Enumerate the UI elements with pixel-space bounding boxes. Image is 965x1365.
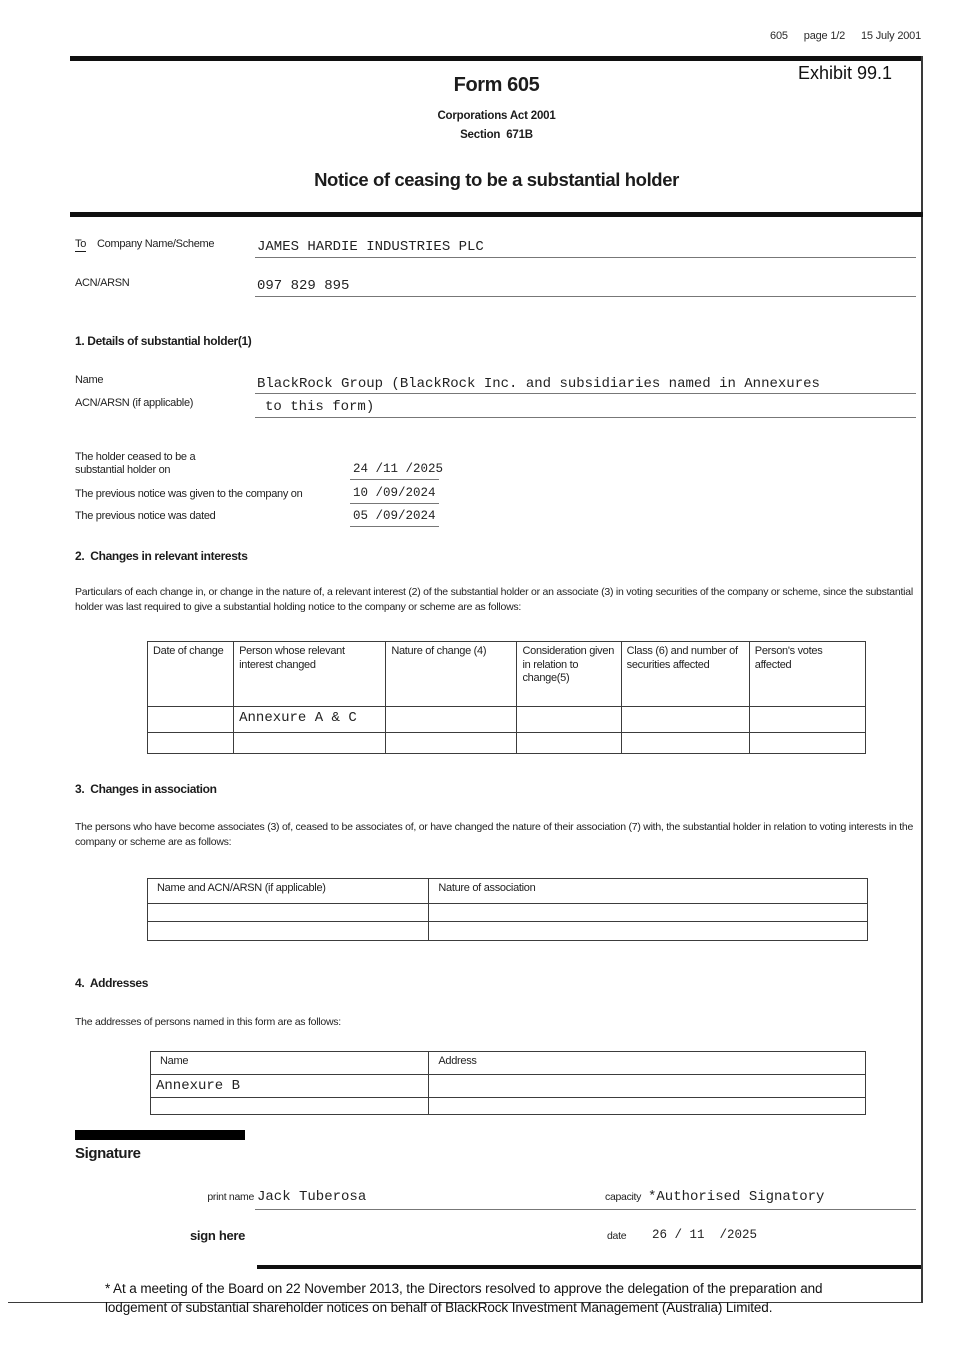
mid-rule bbox=[70, 212, 923, 217]
company-name-value: JAMES HARDIE INDUSTRIES PLC bbox=[257, 239, 484, 255]
signature-row-underline bbox=[255, 1209, 916, 1210]
section-reference: Section 671B bbox=[460, 129, 533, 141]
capacity-label: capacity bbox=[605, 1191, 642, 1203]
footnote-line2: lodgement of substantial shareholder notices on behalf of BlackRock Investment Management (Australia) Limited. bbox=[105, 1300, 773, 1315]
section4-heading: 4. Addresses bbox=[75, 976, 149, 990]
section4-paragraph: The addresses of persons named in this form are as follows: bbox=[75, 1016, 341, 1028]
table-row bbox=[151, 1098, 866, 1115]
holder-acn-label: ACN/ARSN (if applicable) bbox=[75, 397, 194, 409]
company-name-label bbox=[75, 238, 214, 252]
changes-in-association-table bbox=[147, 878, 868, 941]
col-nature-of-change: Nature of change (4) bbox=[386, 642, 517, 707]
table-header-row bbox=[148, 879, 868, 904]
annexure-a-c-cell: Annexure A & C bbox=[234, 707, 386, 733]
table-row bbox=[148, 707, 866, 733]
section3-paragraph: The persons who have become associates (3) of, ceased to be associates of, or have changed the nature of their association (7) with, the substantial holder in relation to voting interests in the company or scheme are as follows: bbox=[75, 821, 914, 848]
ceased-date-value: 24 /11 /2025 bbox=[353, 462, 444, 476]
table-row bbox=[151, 1075, 866, 1098]
form-title: Form 605 bbox=[453, 74, 540, 96]
page-header-meta bbox=[770, 30, 921, 42]
section2-heading: 2. Changes in relevant interests bbox=[75, 549, 248, 563]
table-header-row bbox=[148, 642, 866, 707]
holder-name-underline2 bbox=[255, 417, 916, 418]
notice-title: Notice of ceasing to be a substantial holder bbox=[314, 169, 679, 190]
col-consideration: Consideration given in relation to change(5) bbox=[517, 642, 621, 707]
page-right-border bbox=[921, 56, 923, 1303]
holder-name-value-line1: BlackRock Group (BlackRock Inc. and subsidiaries named in Annexures bbox=[257, 376, 820, 392]
addresses-table bbox=[150, 1051, 866, 1115]
col-person-changed: Person whose relevant interest changed bbox=[234, 642, 386, 707]
ceased-label-line2: substantial holder on bbox=[75, 464, 171, 476]
revision-date: 15 July 2001 bbox=[861, 30, 921, 42]
signature-date-value: 26 / 11 /2025 bbox=[652, 1228, 758, 1242]
col-class-number: Class (6) and number of securities affected bbox=[621, 642, 749, 707]
company-name-underline bbox=[255, 257, 916, 258]
company-name-label-text: Company Name/Scheme bbox=[97, 238, 215, 250]
col-name-acn: Name and ACN/ARSN (if applicable) bbox=[148, 879, 429, 904]
section1-heading: 1. Details of substantial holder(1) bbox=[75, 334, 252, 348]
exhibit-label: Exhibit 99.1 bbox=[798, 63, 893, 83]
acn-underline bbox=[255, 296, 916, 297]
prev-notice-given-label: The previous notice was given to the company on bbox=[75, 488, 303, 500]
signature-redaction-bar bbox=[75, 1130, 245, 1140]
col-name: Name bbox=[151, 1052, 429, 1075]
footnote-line1: * At a meeting of the Board on 22 November 2013, the Directors resolved to approve the delegation of the preparation and bbox=[105, 1281, 823, 1296]
to-label: To bbox=[75, 238, 87, 250]
ceased-label-line1: The holder ceased to be a bbox=[75, 451, 196, 463]
changes-in-relevant-interests-table bbox=[147, 641, 866, 754]
signature-heading: Signature bbox=[75, 1145, 141, 1162]
acn-value: 097 829 895 bbox=[257, 278, 350, 294]
table-row bbox=[148, 733, 866, 754]
capacity-value: *Authorised Signatory bbox=[648, 1189, 825, 1205]
col-votes-affected: Person's votes affected bbox=[749, 642, 865, 707]
section2-paragraph: Particulars of each change in, or change in the nature of, a relevant interest (2) of the substantial holder or an associate (3) in voting securities of the company or scheme, since the substantial holder was last required to give a substantial holding notice to the company or scheme are as follows: bbox=[75, 586, 913, 613]
holder-name-value-line2: to this form) bbox=[265, 399, 375, 415]
prev-notice-given-value: 10 /09/2024 bbox=[353, 486, 436, 500]
form-number: 605 bbox=[770, 30, 788, 42]
top-rule bbox=[70, 56, 923, 61]
signature-bottom-rule bbox=[257, 1265, 921, 1269]
table-row bbox=[148, 904, 868, 922]
acn-label: ACN/ARSN bbox=[75, 277, 130, 289]
prev-notice-dated-label: The previous notice was dated bbox=[75, 510, 216, 522]
ceased-date-underline bbox=[350, 479, 439, 480]
table-row bbox=[148, 922, 868, 941]
sign-here-label: sign here bbox=[190, 1228, 246, 1243]
prev-notice-dated-value: 05 /09/2024 bbox=[353, 509, 436, 523]
act-reference: Corporations Act 2001 bbox=[437, 110, 556, 122]
annexure-b-cell: Annexure B bbox=[151, 1075, 429, 1098]
table-header-row bbox=[151, 1052, 866, 1075]
section3-heading: 3. Changes in association bbox=[75, 782, 217, 796]
col-address: Address bbox=[429, 1052, 866, 1075]
page-indicator: page 1/2 bbox=[803, 30, 846, 42]
col-nature-association: Nature of association bbox=[429, 879, 868, 904]
col-date-of-change: Date of change bbox=[148, 642, 234, 707]
holder-name-underline1 bbox=[255, 393, 916, 394]
print-name-value: Jack Tuberosa bbox=[257, 1189, 367, 1205]
holder-name-label: Name bbox=[75, 374, 104, 386]
print-name-label: print name bbox=[207, 1191, 254, 1203]
date-label: date bbox=[607, 1230, 627, 1242]
prev-notice-given-underline bbox=[350, 503, 439, 504]
prev-notice-dated-underline bbox=[350, 526, 439, 527]
